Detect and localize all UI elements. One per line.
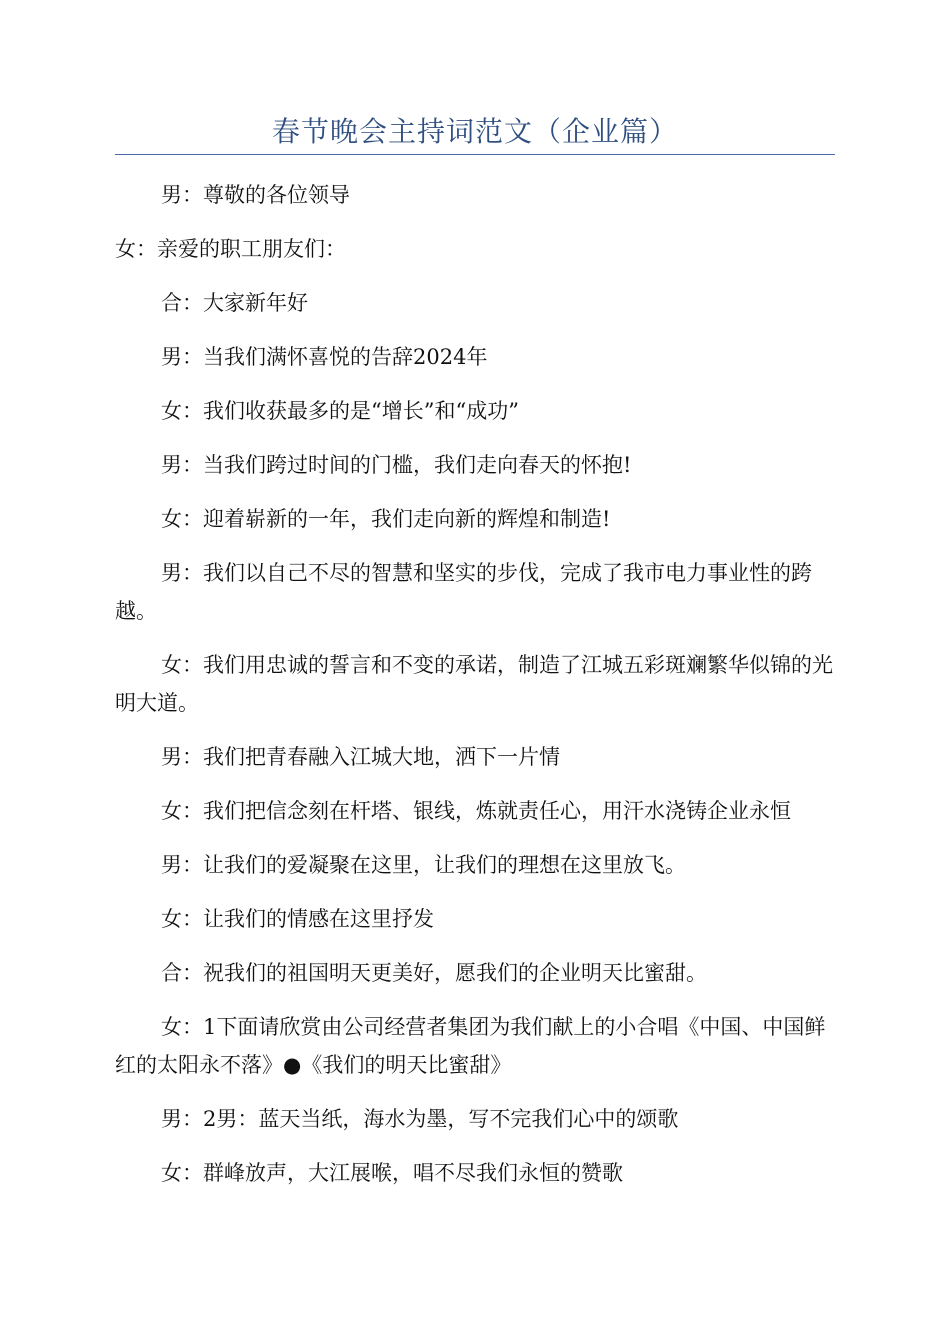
paragraph: 女：我们收获最多的是“增长”和“成功” [161,399,519,423]
paragraph: 女：亲爱的职工朋友们： [115,237,346,261]
title-underline [115,154,835,155]
paragraph: 男：2男：蓝天当纸，海水为墨，写不完我们心中的颂歌 [161,1107,679,1131]
paragraph: 女：迎着崭新的一年，我们走向新的辉煌和制造! [161,507,611,531]
paragraph: 男：我们把青春融入江城大地，洒下一片情 [161,745,560,769]
paragraph: 男：当我们跨过时间的门槛，我们走向春天的怀抱! [161,453,632,477]
paragraph: 女：我们把信念刻在杆塔、银线，炼就责任心，用汗水浇铸企业永恒 [161,799,791,823]
paragraph: 女：群峰放声，大江展喉，唱不尽我们永恒的赞歌 [161,1161,623,1185]
paragraph: 女：我们用忠诚的誓言和不变的承诺，制造了江城五彩斑斓繁华似锦的光明大道。 [115,653,833,715]
document-title: 春节晚会主持词范文（企业篇） [271,115,678,148]
paragraph: 男：我们以自己不尽的智慧和坚实的步伐，完成了我市电力事业性的跨越。 [115,561,812,623]
paragraph: 男：让我们的爱凝聚在这里，让我们的理想在这里放飞。 [161,853,686,877]
paragraph: 男：尊敬的各位领导 [161,183,350,207]
paragraph: 女：1下面请欣赏由公司经营者集团为我们献上的小合唱《中国、中国鲜红的太阳永不落》●《我们的明天比蜜甜》 [115,1015,826,1077]
paragraph: 合：大家新年好 [161,291,308,315]
paragraph: 女：让我们的情感在这里抒发 [161,907,434,931]
paragraph: 男：当我们满怀喜悦的告辞2024年 [161,345,488,369]
paragraph: 合：祝我们的祖国明天更美好，愿我们的企业明天比蜜甜。 [161,961,707,985]
